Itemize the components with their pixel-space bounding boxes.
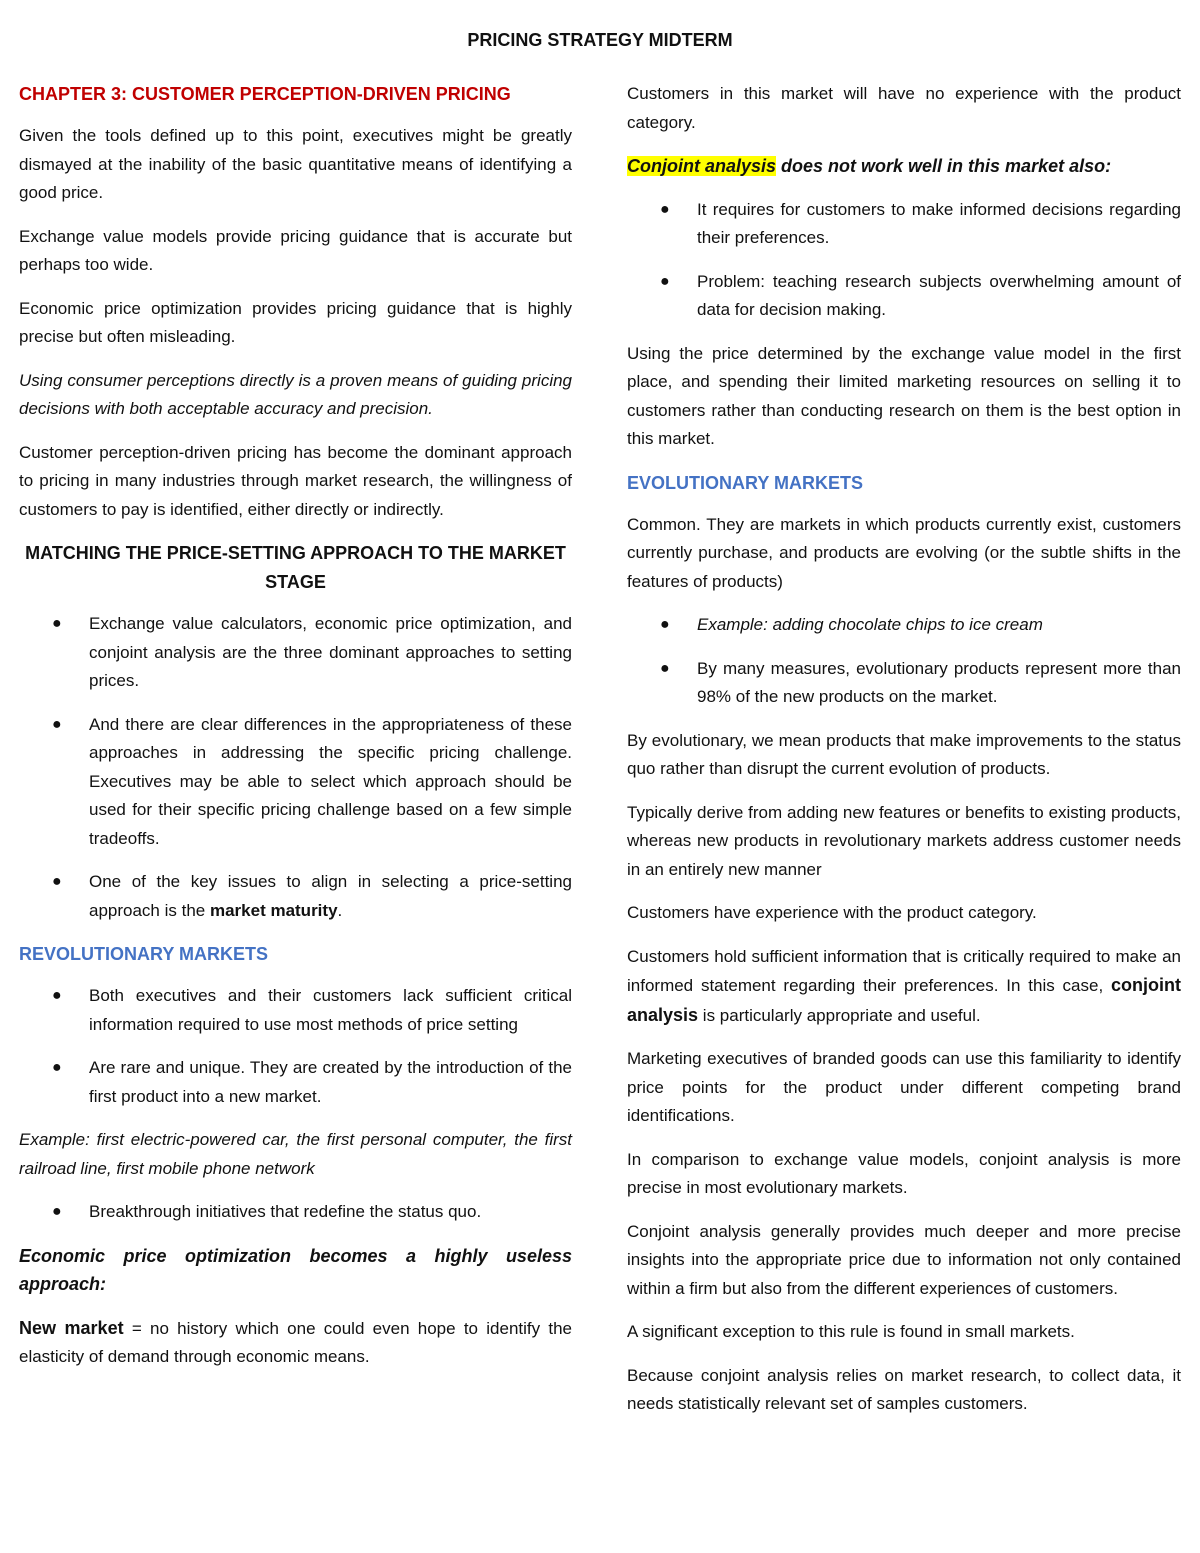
bullet-icon: ● [660, 200, 670, 218]
paragraph: Using the price determined by the exchange value model in the first place, and spending their limited marketing resources on selling it to customers rather than conducting research on them is the best option in this market. [627, 343, 1181, 448]
list-item [19, 982, 572, 1039]
list-item-text: Both executives and their customers lack sufficient critical information required to use most methods of price setting [89, 986, 572, 1034]
list-item [627, 655, 1181, 712]
paragraph: Common. They are markets in which products currently exist, customers currently purchase, and products are evolving (or the subtle shifts in the features of products) [627, 514, 1181, 591]
right-column [627, 80, 1181, 1434]
list-item [19, 711, 572, 854]
paragraph: Economic price optimization provides pricing guidance that is highly precise but often misleading. [19, 298, 572, 346]
conjoint-statement-rest: does not work well in this market also: [776, 156, 1112, 176]
document-title: PRICING STRATEGY MIDTERM [467, 30, 733, 50]
new-market-paragraph [19, 1314, 572, 1372]
bullet-icon: ● [660, 616, 670, 633]
bullet-icon: ● [52, 1203, 62, 1220]
paragraph: Customer perception-driven pricing has become the dominant approach to pricing in many industries through market research, the willingness of customers to pay is identified, either directly or indirectly. [19, 442, 572, 519]
list-item-text: Breakthrough initiatives that redefine the status quo. [89, 1202, 482, 1221]
new-market-text: = no history which one could even hope to identify the elasticity of demand through economic means. [19, 1318, 572, 1366]
conjoint-analysis-term: conjoint analysis [627, 975, 1181, 1025]
bullet-icon: ● [52, 615, 62, 632]
list-item [627, 196, 1181, 253]
paragraph: Given the tools defined up to this point, executives might be greatly dismayed at the inability of the basic quantitative means of identifying a good price. [19, 126, 572, 202]
econ-useless-statement: Economic price optimization becomes a highly useless approach: [19, 1245, 572, 1294]
list-item [627, 268, 1181, 325]
chapter-heading: CHAPTER 3: CUSTOMER PERCEPTION-DRIVEN PRICING [19, 84, 511, 104]
list-item-text: By many measures, evolutionary products represent more than 98% of the new products on the market. [697, 658, 1181, 706]
market-maturity-term: market maturity [209, 900, 338, 920]
matching-heading: MATCHING THE PRICE-SETTING APPROACH TO THE MARKET STAGE [25, 543, 566, 592]
new-market-term: New market [19, 1317, 124, 1338]
paragraph-text-end: is particularly appropriate and useful. [698, 1005, 981, 1025]
highlighted-term: Conjoint analysis [627, 156, 777, 176]
list-item [19, 868, 572, 925]
list-item-text: Example: adding chocolate chips to ice cream [697, 615, 1043, 634]
paragraph: Conjoint analysis generally provides much deeper and more precise insights into the appropriate price due to information not only contained within a firm but also from the different experiences of customers. [627, 1221, 1181, 1298]
list-item [19, 610, 572, 696]
paragraph: In comparison to exchange value models, conjoint analysis is more precise in most evolutionary markets. [627, 1149, 1181, 1197]
list-item-text: Exchange value calculators, economic price optimization, and conjoint analysis are the three dominant approaches to setting prices. [89, 614, 572, 690]
list-item-text: And there are clear differences in the appropriateness of these approaches in addressing the specific pricing challenge. Executives may be able to select which approach should be used for their specific pricing challenge based on a few simple tradeoffs. [89, 714, 572, 848]
bullet-icon: ● [660, 659, 670, 677]
conjoint-statement [627, 152, 1181, 181]
paragraph: Marketing executives of branded goods can use this familiarity to identify price points for the product under different competing brand identifications. [627, 1049, 1181, 1125]
paragraph: A significant exception to this rule is found in small markets. [627, 1322, 1075, 1341]
revolutionary-bullet-list [19, 982, 572, 1111]
list-item [627, 611, 1181, 640]
bullet-icon: ● [52, 715, 62, 733]
italic-paragraph: Using consumer perceptions directly is a proven means of guiding pricing decisions with both acceptable accuracy and precision. [19, 370, 572, 418]
revolutionary-heading: REVOLUTIONARY MARKETS [19, 944, 269, 964]
list-item-text: Problem: teaching research subjects overwhelming amount of data for decision making. [697, 271, 1181, 319]
paragraph: Customers have experience with the product category. [627, 903, 1037, 922]
paragraph: Exchange value models provide pricing guidance that is accurate but perhaps too wide. [19, 226, 572, 274]
bullet-icon: ● [52, 873, 62, 890]
bullet-icon: ● [52, 987, 62, 1004]
matching-bullet-list [19, 610, 572, 925]
list-item-text-end: . [337, 900, 343, 920]
paragraph: Customers in this market will have no experience with the product category. [627, 84, 1181, 132]
list-item-text: One of the key issues to align in selecting a price-setting approach is the [89, 872, 572, 920]
left-column [19, 80, 572, 1387]
list-item [19, 1198, 572, 1227]
conjoint-bullet-list [627, 196, 1181, 325]
evolutionary-bullet-list [627, 611, 1181, 712]
example-paragraph: Example: first electric-powered car, the first personal computer, the first railroad line, first mobile phone network [19, 1130, 572, 1178]
paragraph: Because conjoint analysis relies on market research, to collect data, it needs statistically relevant set of samples customers. [627, 1365, 1181, 1413]
bullet-icon: ● [52, 1059, 62, 1076]
evolutionary-heading: EVOLUTIONARY MARKETS [627, 472, 864, 493]
list-item-text: Are rare and unique. They are created by the introduction of the first product into a new market. [89, 1058, 572, 1106]
paragraph: By evolutionary, we mean products that make improvements to the status quo rather than disrupt the current evolution of products. [627, 730, 1181, 778]
list-item-text: It requires for customers to make informed decisions regarding their preferences. [697, 199, 1181, 247]
breakthrough-bullet-list [19, 1198, 572, 1227]
paragraph: Typically derive from adding new features or benefits to existing products, whereas new products in revolutionary markets address customer needs in an entirely new manner [627, 802, 1181, 879]
list-item [19, 1054, 572, 1111]
paragraph [627, 943, 1181, 1031]
bullet-icon: ● [660, 272, 670, 290]
paragraph-text: Customers hold sufficient information that is critically required to make an informed statement regarding their preferences. In this case, [627, 946, 1181, 995]
